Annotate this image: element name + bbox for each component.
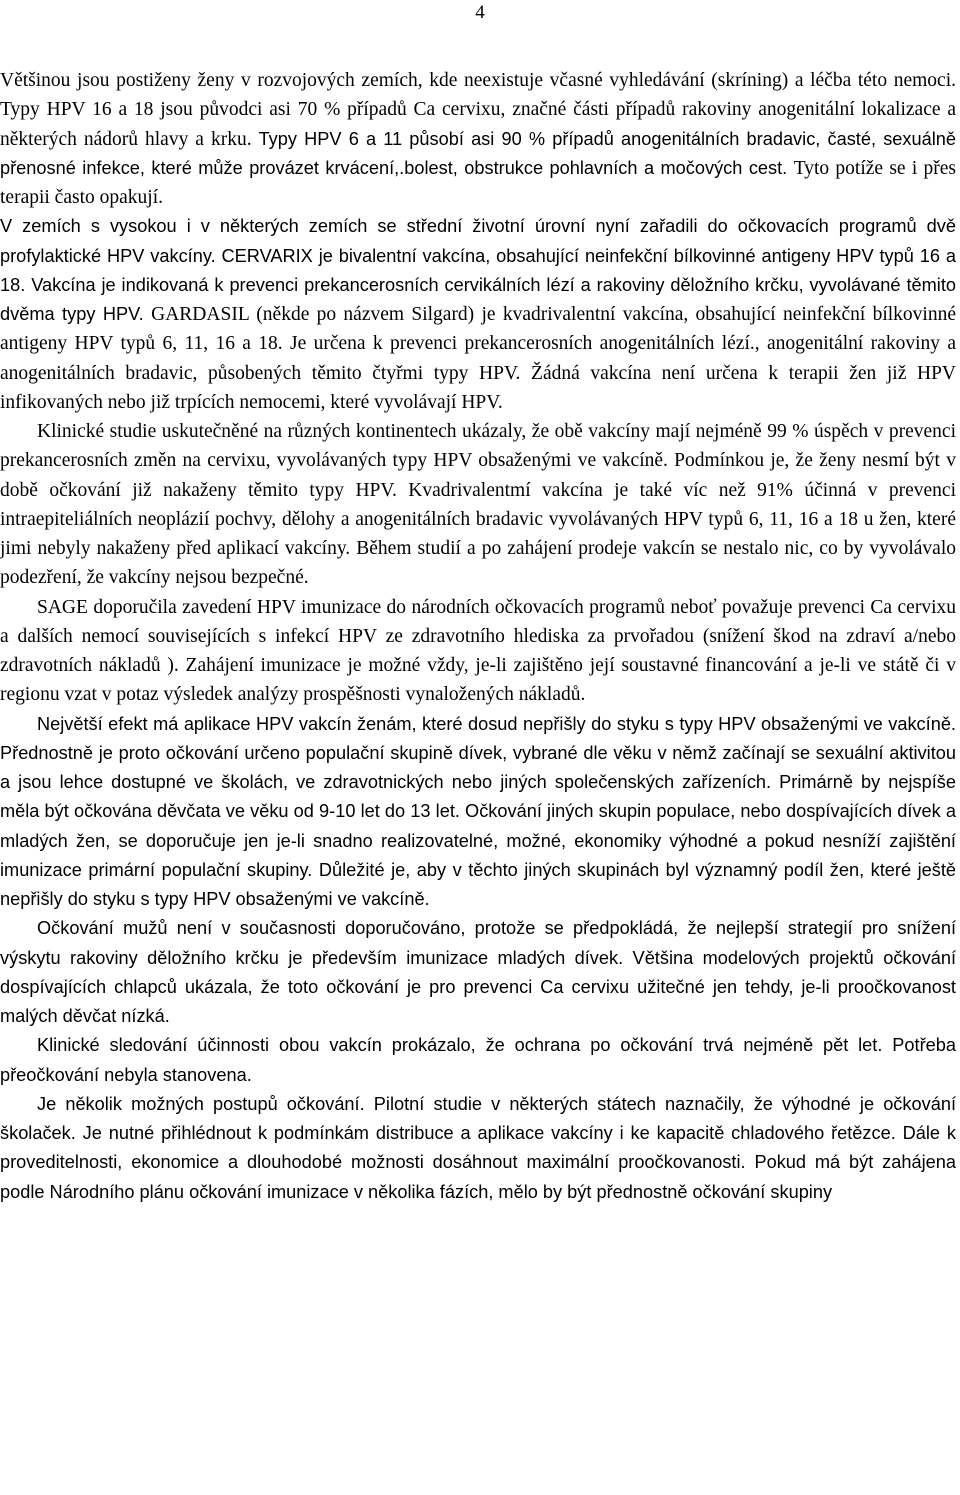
paragraph	[0, 212, 956, 417]
text-run: GARDASIL (někde po názvem Silgard) je kvadrivalentní vakcína, obsahující neinfekční bílkovinné antigeny HPV typů 6, 11, 16 a 18. Je určena k prevenci prekancerosních anogenitálních lézí., anogenitální rakoviny a anogenitálních bradavic, působených těmito čtyřmi typy HPV. Žádná vakcína není určena k terapii žen již HPV infikovaných nebo již trpících nemocemi, které vyvolávají HPV.	[0, 304, 956, 413]
text-run: Největší efekt má aplikace HPV vakcín ženám, které dosud nepřišly do styku s typy HPV obsaženými ve vakcíně. Přednostně je proto očkování určeno populační skupině dívek, vybrané dle věku v němž začínají se sexuální aktivitou a jsou lehce dostupné ve školách, ve zdravotnických nebo jiných společenských zařízeních. Primárně by nejspíše měla být očkována děvčata ve věku od 9-10 let do 13 let. Očkování jiných skupin populace, nebo dospívajících dívek a mladých žen, se doporučuje jen je-li snadno realizovatelné, možné, ekonomiky výhodné a pokud nesníží zajištění imunizace primární populační skupiny. Důležité je, aby v těchto jiných skupinách byl významný podíl žen, které ještě nepřišly do styku s typy HPV obsaženými ve vakcíně.	[0, 713, 956, 909]
text-run: Typy HPV 6 a 11 působí asi 90 % případů anogenitálních bradavic, časté, sexuálně přenosné infekce, které může provázet krvácení,.bolest, obstrukce pohlavních a močových cest.	[0, 128, 956, 178]
text-run: Klinické studie uskutečněné na různých kontinentech ukázaly, že obě vakcíny mají nejméně 99 % úspěch v prevenci prekancerosních změn na cervixu, vyvolávaných typy HPV obsaženými ve vakcíně. Podmínkou je, že ženy nesmí být v době očkování již nakaženy těmito typy HPV. Kvadrivalentmí vakcína je také víc než 91% účinná v prevenci intraepiteliálních neoplázií pochvy, dělohy a anogenitálních bradavic vyvolávaných HPV typů 6, 11, 16 a 18 u žen, které jimi nebyly nakaženy před aplikací vakcíny. Během studií a po zahájení prodeje vakcín se nestalo nic, co by vyvolávalo podezření, že vakcíny nejsou bezpečné.	[0, 421, 956, 589]
paragraph	[0, 417, 956, 593]
text-run: Klinické sledování účinnosti obou vakcín prokázalo, že ochrana po očkování trvá nejméně pět let. Potřeba přeočkování nebyla stanovena.	[0, 1035, 956, 1085]
text-run: Je několik možných postupů očkování. Pilotní studie v některých státech naznačily, že výhodné je očkování školaček. Je nutné přihlédnout k podmínkám distribuce a aplikace vakcíny i ke kapacitě chladového řetězce. Dále k proveditelnosti, ekonomice a dlouhodobé možnosti dosáhnout maximální proočkovanosti. Pokud má být zahájena podle Národního plánu očkování imunizace v několika fázích, mělo by být přednostně očkování skupiny	[0, 1093, 956, 1202]
paragraph	[0, 710, 956, 915]
paragraph	[0, 914, 956, 1031]
body-text	[0, 66, 956, 1207]
paragraph	[0, 66, 956, 212]
text-run: Tyto potíže se i přes terapii často opakují.	[0, 157, 956, 208]
text-run: Očkování mužů není v současnosti doporučováno, protože se předpokládá, že nejlepší strategií pro snížení výskytu rakoviny děložního krčku je především imunizace mladých dívek. Většina modelových projektů očkování dospívajících chlapců ukázala, že toto očkování je pro prevenci Ca cervixu užitečné jen tehdy, je-li proočkovanost malých děvčat nízká.	[0, 918, 956, 1026]
text-run: SAGE doporučila zavedení HPV imunizace do národních očkovacích programů neboť považuje prevenci Ca cervixu a dalších nemocí souvisejících s infekcí HPV ze zdravotního hlediska za prvořadou (snížení škod na zdraví a/nebo zdravotních nákladů ). Zahájení imunizace je možné vždy, je-li zajištěno její soustavné financování a je-li ve státě či v regionu vzat v potaz výsledek analýzy prospěšnosti vynaložených nákladů.	[0, 596, 956, 706]
text-run: V zemích s vysokou i v některých zemích se střední životní úrovní nyní zařadili do očkovacích programů dvě profylaktické HPV vakcíny. CERVARIX je bivalentní vakcína, obsahující neinfekční bílkovinné antigeny HPV typů 16 a 18. Vakcína je indikovaná k prevenci prekancerosních cervikálních lézí a rakoviny děložního krčku, vyvolávané těmito dvěma typy HPV.	[0, 216, 956, 324]
text-run: Většinou jsou postiženy ženy v rozvojových zemích, kde neexistuje včasné vyhledávání (skríning) a léčba této nemoci. Typy HPV 16 a 18 jsou původci asi 70 % případů Ca cervixu, značné části případů rakoviny anogenitální lokalizace a některých nádorů hlavy a krku.	[0, 70, 956, 150]
paragraph	[0, 1090, 956, 1207]
page-number: 4	[475, 2, 485, 23]
paragraph	[0, 593, 956, 710]
paragraph	[0, 1031, 956, 1090]
